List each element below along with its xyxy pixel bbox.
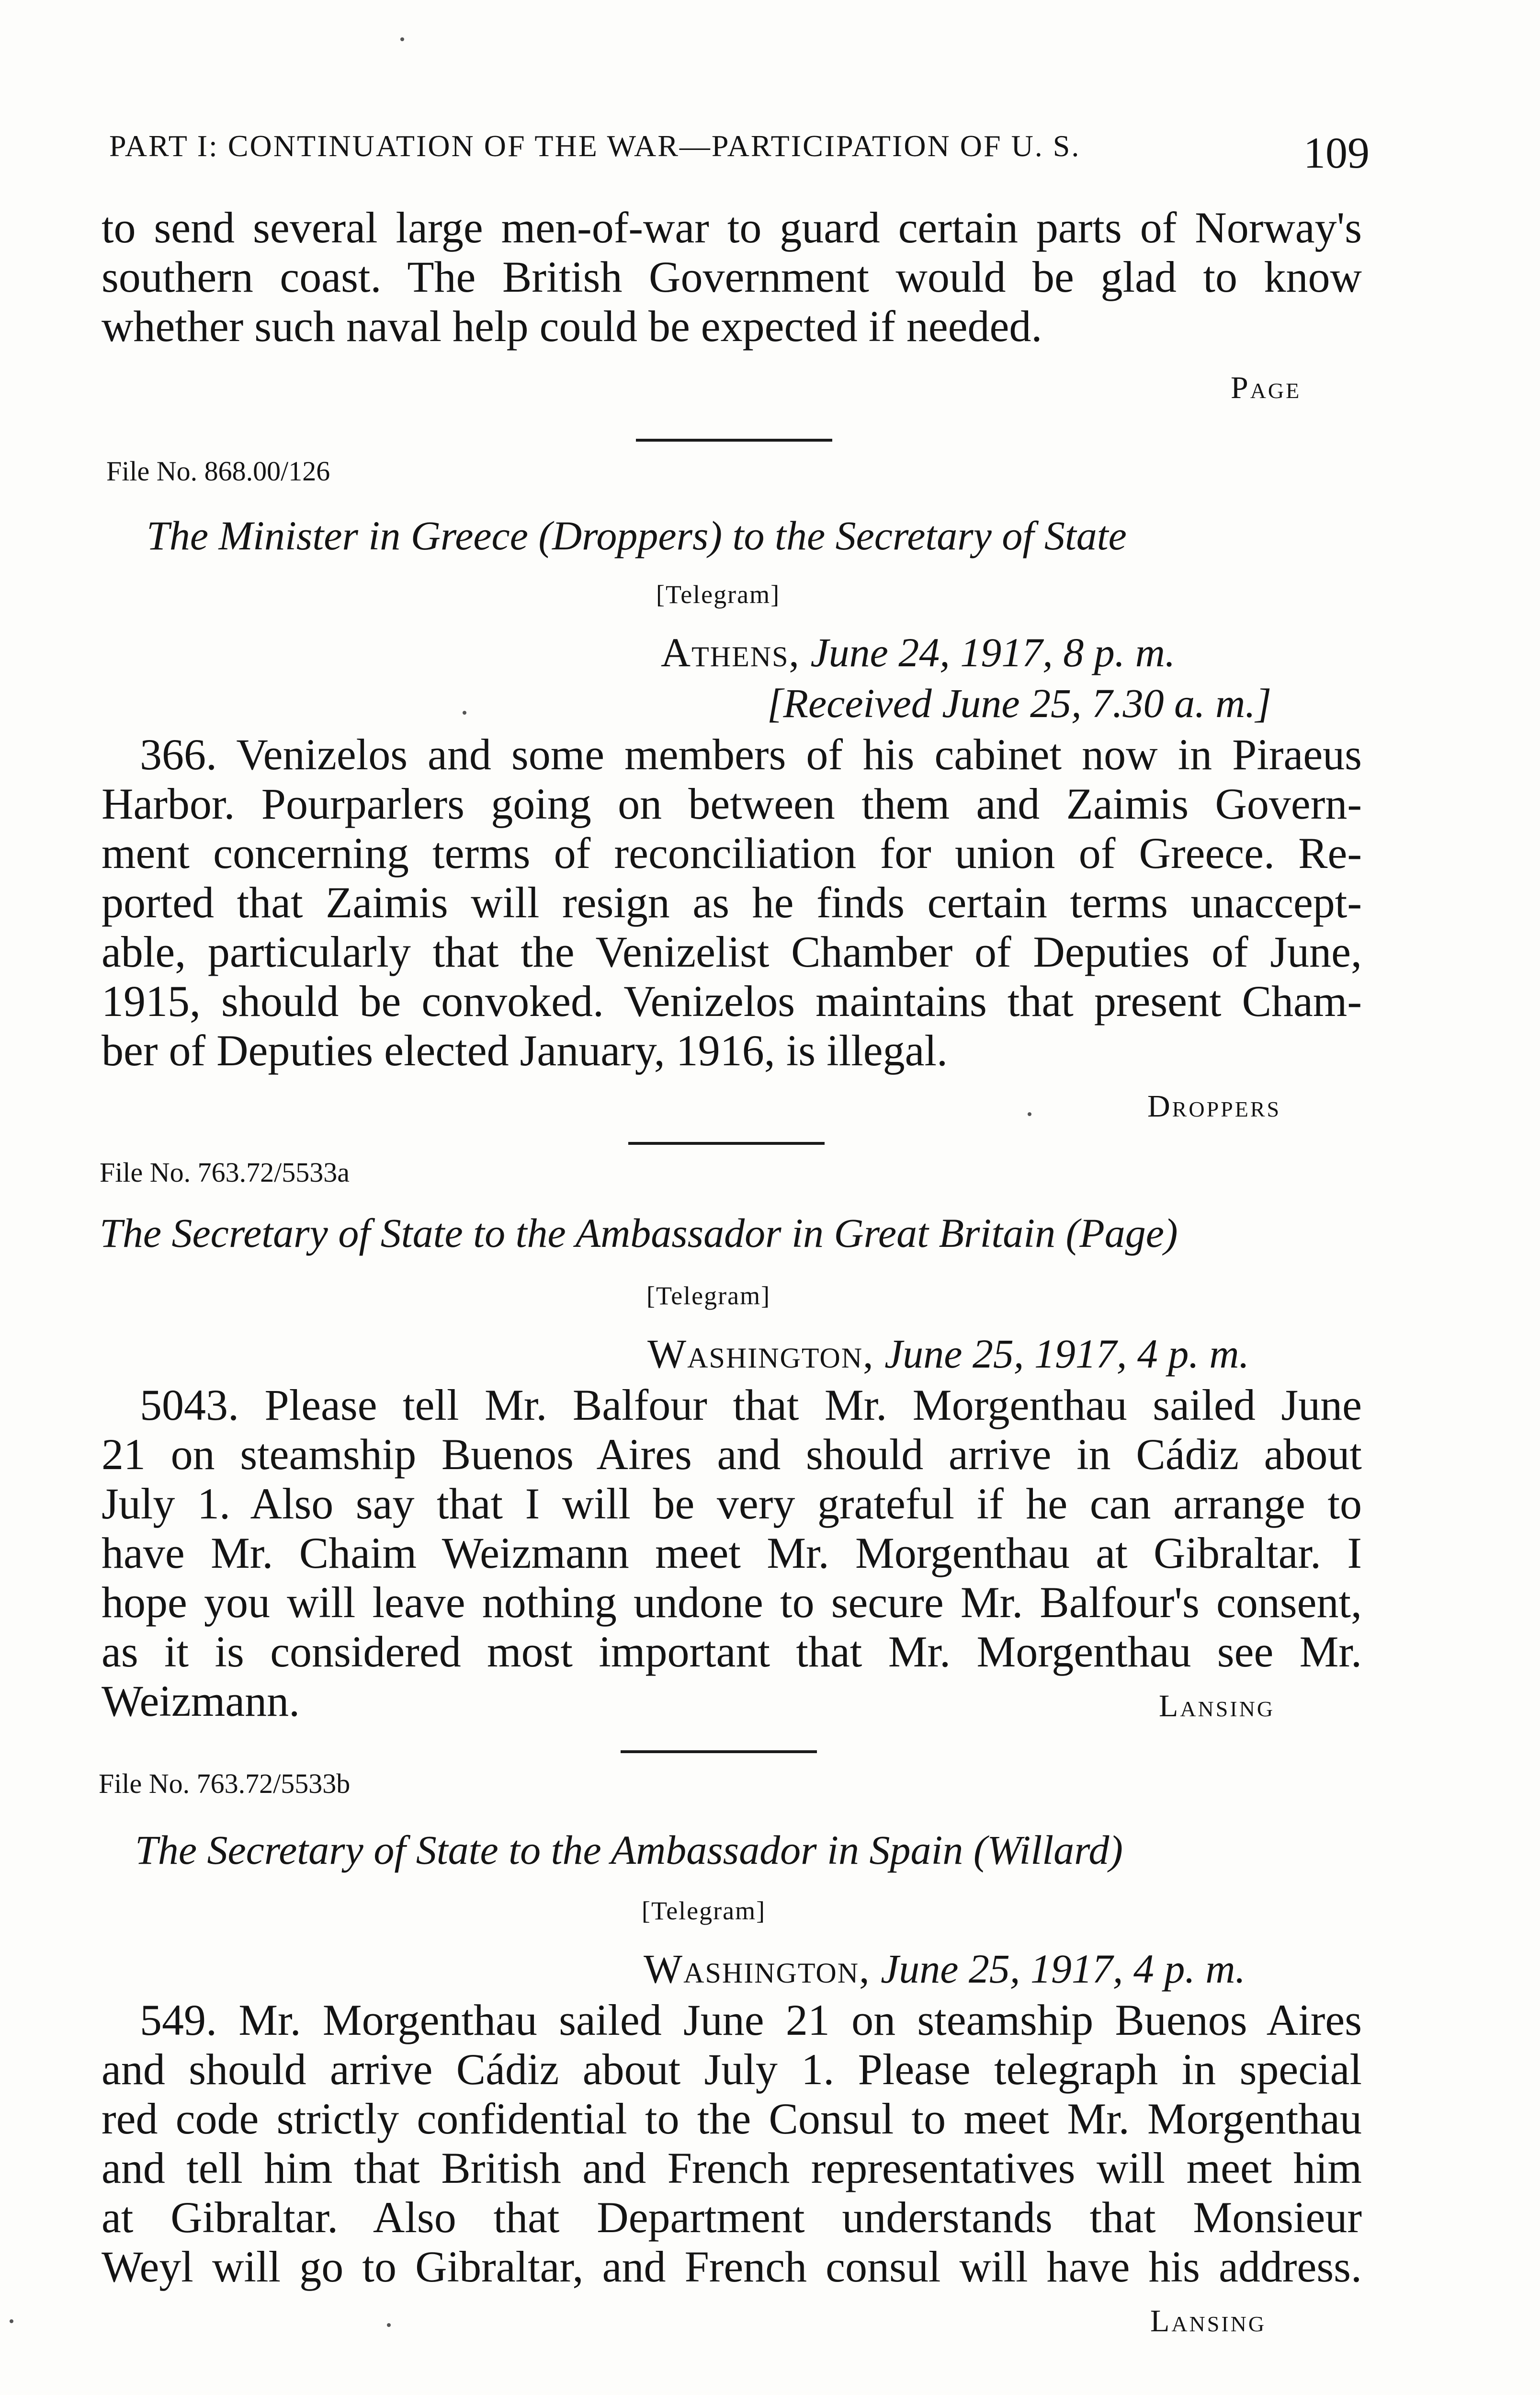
- text-line: Harbor. Pourparlers going on between them and Zaimis Govern-: [102, 779, 1362, 828]
- section-divider: [636, 439, 832, 442]
- text-line: and tell him that British and French representatives will meet him: [102, 2144, 1362, 2192]
- text-line: hope you will leave nothing undone to secure Mr. Balfour's consent,: [102, 1578, 1362, 1627]
- scan-speck: [463, 711, 466, 715]
- dateline: [644, 1945, 1246, 1993]
- dateline-date: June 25, 1917, 4 p. m.: [881, 1946, 1246, 1992]
- scan-speck: [387, 2323, 391, 2327]
- text-line: ber of Deputies elected January, 1916, is illegal.: [102, 1026, 948, 1075]
- document-body: [102, 1380, 1362, 1726]
- file-number: File No. 763.72/5533b: [99, 1768, 351, 1799]
- telegram-label: [Telegram]: [646, 1281, 771, 1310]
- running-head: PART I: CONTINUATION OF THE WAR—PARTICIPATION OF U. S.: [109, 129, 1081, 163]
- signature: Lansing: [1150, 2304, 1267, 2338]
- text-line: as it is considered most important that Mr. Morgenthau see Mr.: [102, 1627, 1362, 1676]
- text-line: southern coast. The British Government would be glad to know: [102, 252, 1362, 301]
- text-line: July 1. Also say that I will be very grateful if he can arrange to: [102, 1479, 1362, 1528]
- text-line: Weizmann.: [102, 1676, 300, 1725]
- dateline: [647, 1330, 1249, 1378]
- scan-speck: [1028, 1112, 1031, 1116]
- section-divider: [621, 1750, 817, 1753]
- document-heading: The Secretary of State to the Ambassador in Great Britain (Page): [100, 1210, 1178, 1256]
- text-line: and should arrive Cádiz about July 1. Please telegraph in special: [102, 2045, 1362, 2094]
- dateline-place: Washington,: [644, 1946, 871, 1992]
- intro-paragraph: [102, 203, 1362, 351]
- page-number: 109: [1303, 128, 1370, 177]
- text-line: 5043. Please tell Mr. Balfour that Mr. Morgenthau sailed June: [140, 1380, 1362, 1429]
- text-line: 21 on steamship Buenos Aires and should arrive in Cádiz about: [102, 1430, 1362, 1479]
- text-line: red code strictly confidential to the Consul to meet Mr. Morgenthau: [102, 2094, 1362, 2143]
- telegram-label: [Telegram]: [642, 1896, 766, 1925]
- signature: Droppers: [1147, 1089, 1281, 1124]
- text-line: whether such naval help could be expected if needed.: [102, 302, 1042, 351]
- received-note: [Received June 25, 7.30 a. m.]: [767, 680, 1272, 726]
- text-line: to send several large men-of-war to guard certain parts of Norway's: [102, 203, 1362, 252]
- dateline-date: June 24, 1917, 8 p. m.: [810, 629, 1176, 675]
- signature: Lansing: [1159, 1688, 1275, 1723]
- text-line: 549. Mr. Morgenthau sailed June 21 on steamship Buenos Aires: [140, 1996, 1362, 2044]
- text-line: Weyl will go to Gibraltar, and French consul will have his address.: [102, 2242, 1362, 2291]
- text-line: have Mr. Chaim Weizmann meet Mr. Morgenthau at Gibraltar. I: [102, 1528, 1362, 1577]
- text-line: at Gibraltar. Also that Department understands that Monsieur: [102, 2193, 1362, 2242]
- dateline-date: June 25, 1917, 4 p. m.: [884, 1331, 1250, 1377]
- document-heading: The Secretary of State to the Ambassador in Spain (Willard): [135, 1827, 1123, 1873]
- text-line: 366. Venizelos and some members of his cabinet now in Piraeus: [140, 730, 1362, 779]
- telegram-label: [Telegram]: [656, 580, 781, 609]
- document-heading: The Minister in Greece (Droppers) to the Secretary of State: [147, 513, 1127, 559]
- text-line: 1915, should be convoked. Venizelos maintains that present Cham-: [102, 977, 1362, 1026]
- file-number: File No. 763.72/5533a: [100, 1157, 350, 1188]
- text-line: ported that Zaimis will resign as he finds certain terms unaccept-: [102, 878, 1362, 927]
- dateline-place: Athens,: [661, 629, 800, 675]
- document-body: [102, 1996, 1362, 2292]
- dateline: [661, 628, 1175, 676]
- scan-speck: [10, 2319, 13, 2323]
- scan-speck: [400, 37, 404, 41]
- dateline-place: Washington,: [647, 1331, 874, 1377]
- section-divider: [628, 1142, 825, 1145]
- file-number: File No. 868.00/126: [106, 456, 330, 487]
- text-line: ment concerning terms of reconciliation for union of Greece. Re-: [102, 829, 1362, 878]
- document-body: [102, 730, 1362, 1075]
- signature: Page: [1231, 370, 1302, 405]
- text-line: able, particularly that the Venizelist Chamber of Deputies of June,: [102, 927, 1362, 976]
